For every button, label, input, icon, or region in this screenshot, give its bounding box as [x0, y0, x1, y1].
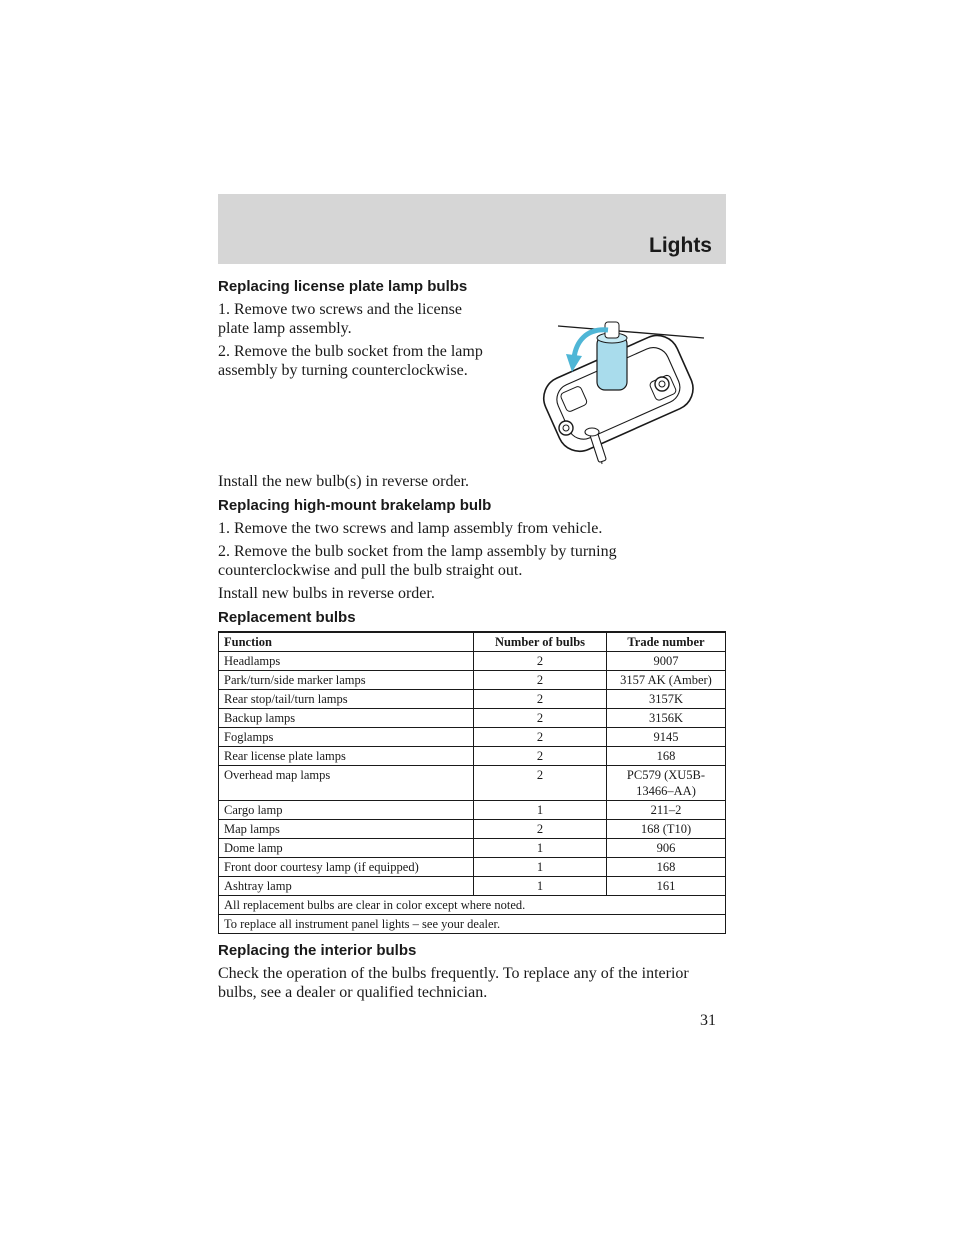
table-row	[219, 671, 726, 690]
license-plate-block	[218, 300, 726, 472]
function-cell: Foglamps	[219, 728, 474, 747]
trade-cell: 906	[607, 839, 726, 858]
table-row	[219, 820, 726, 839]
count-cell: 1	[474, 877, 607, 896]
function-cell: Backup lamps	[219, 709, 474, 728]
table-note-dealer: To replace all instrument panel lights – see your dealer.	[219, 915, 726, 934]
license-plate-steps	[218, 300, 486, 472]
page-content	[218, 278, 726, 1006]
section-title: Lights	[649, 234, 712, 257]
function-cell: Rear license plate lamps	[219, 747, 474, 766]
trade-cell: 3157K	[607, 690, 726, 709]
function-cell: Front door courtesy lamp (if equipped)	[219, 858, 474, 877]
table-note-row	[219, 896, 726, 915]
count-cell: 2	[474, 728, 607, 747]
function-cell: Map lamps	[219, 820, 474, 839]
trade-cell: 3156K	[607, 709, 726, 728]
license-plate-lamp-illustration-icon	[486, 300, 726, 472]
page-number: 31	[700, 1012, 716, 1029]
trade-cell: 168 (T10)	[607, 820, 726, 839]
function-cell: Dome lamp	[219, 839, 474, 858]
license-plate-step-2: 2. Remove the bulb socket from the lamp assembly by turning counterclockwise.	[218, 343, 483, 379]
table-row	[219, 877, 726, 896]
table-note-color: All replacement bulbs are clear in color except where noted.	[219, 896, 726, 915]
table-note-row	[219, 915, 726, 934]
trade-cell: 211–2	[607, 801, 726, 820]
count-cell: 2	[474, 652, 607, 671]
section-header-band	[218, 194, 726, 264]
count-cell: 2	[474, 820, 607, 839]
table-row	[219, 747, 726, 766]
count-cell: 1	[474, 801, 607, 820]
trade-cell: 9145	[607, 728, 726, 747]
count-cell: 2	[474, 747, 607, 766]
table-row	[219, 709, 726, 728]
brakelamp-closing: Install new bulbs in reverse order.	[218, 585, 435, 602]
license-plate-heading: Replacing license plate lamp bulbs	[218, 278, 468, 295]
count-cell: 1	[474, 839, 607, 858]
lamp-assembly-drawing	[486, 300, 726, 472]
count-cell: 1	[474, 858, 607, 877]
column-header-number: Number of bulbs	[474, 632, 607, 652]
interior-bulbs-body: Check the operation of the bulbs frequently. To replace any of the interior bulbs, see a dealer or qualified technician.	[218, 965, 689, 1001]
table-row	[219, 728, 726, 747]
replacement-bulbs-table	[218, 631, 726, 934]
count-cell: 2	[474, 671, 607, 690]
trade-cell: 3157 AK (Amber)	[607, 671, 726, 690]
trade-cell: 161	[607, 877, 726, 896]
table-row	[219, 690, 726, 709]
license-plate-step-1: 1. Remove two screws and the license plate lamp assembly.	[218, 301, 462, 337]
table-row	[219, 839, 726, 858]
function-cell: Headlamps	[219, 652, 474, 671]
table-row	[219, 652, 726, 671]
license-plate-closing: Install the new bulb(s) in reverse order.	[218, 473, 470, 490]
function-cell: Rear stop/tail/turn lamps	[219, 690, 474, 709]
interior-bulbs-heading: Replacing the interior bulbs	[218, 942, 417, 959]
table-row	[219, 766, 726, 801]
count-cell: 2	[474, 709, 607, 728]
column-header-function: Function	[219, 632, 474, 652]
trade-cell: 168	[607, 858, 726, 877]
brakelamp-heading: Replacing high-mount brakelamp bulb	[218, 497, 492, 514]
brakelamp-step-2: 2. Remove the bulb socket from the lamp assembly by turning counterclockwise and pull the bulb straight out.	[218, 543, 617, 579]
count-cell: 2	[474, 766, 607, 801]
function-cell: Overhead map lamps	[219, 766, 474, 801]
function-cell: Ashtray lamp	[219, 877, 474, 896]
replacement-bulbs-heading: Replacement bulbs	[218, 609, 356, 626]
column-header-trade: Trade number	[607, 632, 726, 652]
function-cell: Cargo lamp	[219, 801, 474, 820]
trade-cell: 168	[607, 747, 726, 766]
table-header-row	[219, 632, 726, 652]
table-row	[219, 801, 726, 820]
table-row	[219, 858, 726, 877]
count-cell: 2	[474, 690, 607, 709]
trade-cell: 9007	[607, 652, 726, 671]
brakelamp-step-1: 1. Remove the two screws and lamp assembly from vehicle.	[218, 520, 603, 537]
function-cell: Park/turn/side marker lamps	[219, 671, 474, 690]
trade-cell: PC579 (XU5B-13466–AA)	[607, 766, 726, 801]
